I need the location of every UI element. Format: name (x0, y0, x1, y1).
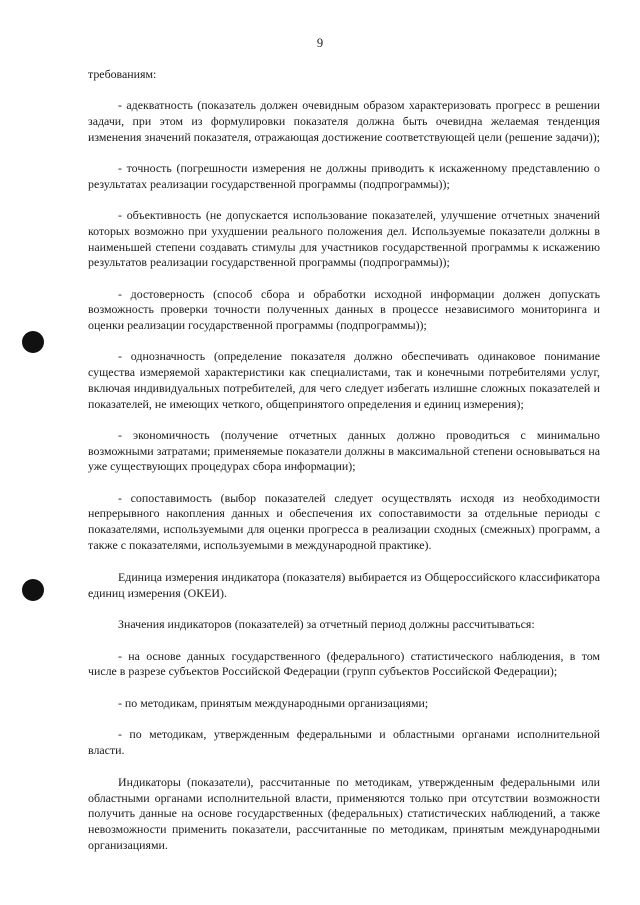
paragraph-unambiguity: - однозначность (определение показателя должно обеспечивать одинаковое понимание существа измеряемой характеристики как специалистами, так и конечными потребителями услуг, включая индивидуальных потребителей, для чего следует избегать излишне сложных показателей и показателей, не имеющих четкого, общепринятого определения и единиц измерения); (88, 349, 600, 411)
document-body (88, 67, 600, 869)
paragraph-economy: - экономичность (получение отчетных данных должно проводиться с минимально возможными затратами; применяемые показатели должны в максимальной степени основываться на уже существующих процедурах сбора информации); (88, 427, 600, 474)
paragraph-approved-methods: - по методикам, утвержденным федеральными и областными органами исполнительной власти. (88, 726, 600, 757)
paragraph-calculation-intro: Значения индикаторов (показателей) за отчетный период должны рассчитываться: (118, 617, 535, 632)
paragraph-indicator-application: Индикаторы (показатели), рассчитанные по методикам, утвержденным федеральными или областными органами исполнительной власти, применяются только при отсутствии возможности получить данные на основе государственных (федеральных) статистических наблюдений, а также невозможности применить показатели, рассчитанные по методикам, принятым международными организациями. (88, 774, 600, 852)
paragraph-statistical-data: - на основе данных государственного (федерального) статистического наблюдения, в том числе в разрезе субъектов Российской Федерации (групп субъектов Российской Федерации); (88, 648, 600, 679)
paragraph-adequacy: - адекватность (показатель должен очевидным образом характеризовать прогресс в решении задачи, при этом из формулировки показателя должна быть очевидна желаемая тенденция изменения значений показателя, отражающая достижение соответствующей цели (решение задачи)); (88, 98, 600, 144)
punch-hole-bottom (22, 579, 44, 601)
paragraph-accuracy: - точность (погрешности измерения не должны приводить к искаженному представлению о результатах реализации государственной программы (подпрограммы)); (88, 160, 600, 191)
paragraph-requirements-lead: требованиям: (88, 67, 157, 81)
paragraph-unit-of-measure: Единица измерения индикатора (показателя) выбирается из Общероссийского классификатора единиц измерения (ОКЕИ). (88, 570, 600, 601)
paragraph-comparability: - сопоставимость (выбор показателей следует осуществлять исходя из необходимости непрерывного накопления данных и обеспечения их сопоставимости за отдельные периоды с показателями, используемыми для оценки прогресса в реализации сходных (смежных) программ, а также с показателями, используемыми в международной практике). (88, 490, 600, 553)
page-number: 9 (316, 36, 324, 50)
paragraph-reliability: - достоверность (способ сбора и обработки исходной информации должен допускать возможность проверки точности полученных данных в процессе независимого мониторинга и оценки реализации государственной программы (подпрограммы)); (88, 286, 600, 333)
punch-hole-top (22, 331, 44, 353)
paragraph-objectivity: - объективность (не допускается использование показателей, улучшение отчетных значений которых возможно при ухудшении реального положения дел. Используемые показатели должны в наименьшей степени создавать стимулы для участников государственной программы к искажению результатов реализации государственной программы (подпрограммы)); (88, 207, 600, 270)
paragraph-international-methods: - по методикам, принятым международными организациями; (118, 695, 429, 710)
